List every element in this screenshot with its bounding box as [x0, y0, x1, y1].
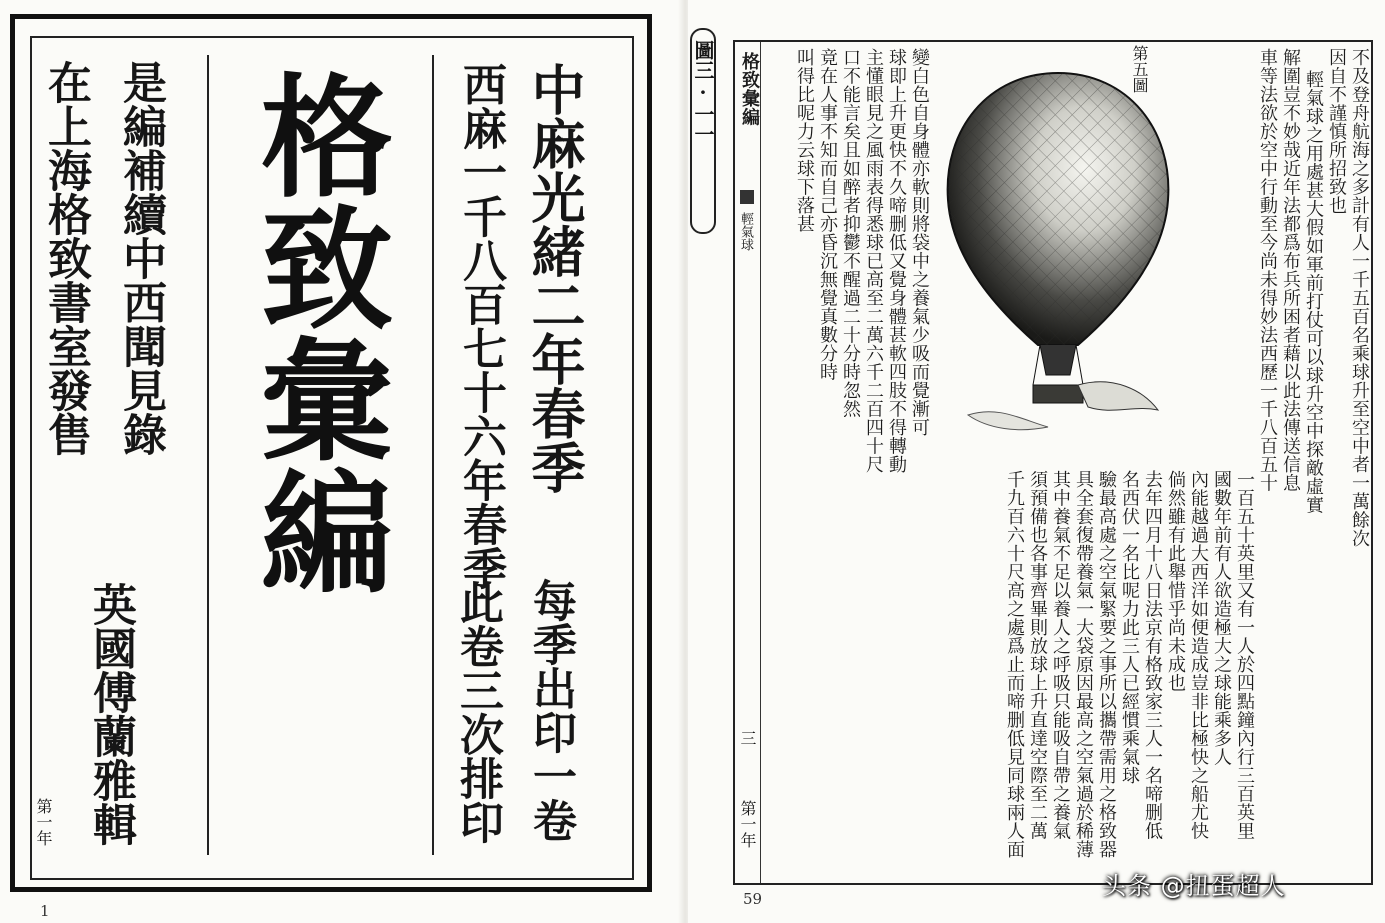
text-column-12: 驗最高處之空氣緊要之事所以攜帶需用之格致器: [1096, 470, 1117, 859]
text-column-1: 不及登舟航海之多計有人一千五百名乘球升至空中者一萬餘次: [1349, 48, 1370, 548]
text-column-4: 解圍豈不妙哉近年法都爲布兵所困者藉以此法傳送信息: [1280, 48, 1301, 492]
text-column-3: 輕氣球之用處甚大假如軍前打仗可以球升空中探敵虛實: [1303, 70, 1324, 514]
text-column-8: 內能越過大西洋如便造成豈非比極快之船尤快: [1188, 470, 1209, 840]
right-page: [688, 0, 1385, 923]
text-column-18: 球即上升更快不久啼删低又覺身體甚軟四肢不得轉動: [886, 48, 907, 474]
text-column-9: 倘然雖有此舉惜乎尚未成也: [1165, 470, 1186, 692]
left-page: [0, 0, 688, 923]
text-column-11: 名西伏一名比呢力此三人已經慣乘氣球: [1119, 470, 1140, 785]
left-rule: [733, 40, 735, 885]
sales-location: 在上海格致書室發售: [40, 60, 91, 456]
text-column-20: 口不能言矣且如醉者抑鬱不醒過二十分時忽然: [840, 48, 861, 418]
text-column-15: 須預備也各事齊畢則放球上升直達空際至二萬: [1027, 470, 1048, 840]
right-rule: [1371, 40, 1373, 885]
text-column-17: 變白色自身體亦軟則將袋中之養氣少吸而覺漸可: [909, 48, 930, 437]
text-column-10: 去年四月十八日法京有格致家三人一名啼删低: [1142, 470, 1163, 840]
column-divider-right: [432, 55, 434, 855]
column-divider-left: [207, 55, 209, 855]
text-column-22: 叫得比呢力云球下落甚: [794, 48, 815, 233]
top-rule: [733, 40, 1373, 42]
hot-air-balloon-illustration: [928, 55, 1188, 445]
text-column-16: 千九百六十尺高之處爲止而啼删低見同球兩人面: [1004, 470, 1025, 859]
text-column-2: 因自不謹慎所招致也: [1326, 48, 1347, 215]
page-number: 59: [743, 890, 763, 908]
chinese-date: 中麻光緒二年春季: [523, 62, 587, 494]
figure-label: 第五圖: [1130, 45, 1149, 93]
description: 是編補續中西聞見錄: [115, 60, 166, 456]
print-runs: 此卷三次排印: [452, 580, 503, 844]
figure-caption: 輕氣球: [738, 212, 753, 251]
footer-label: 第一年: [738, 800, 757, 848]
text-column-7: 國數年前有人欲造極大之球能乘多人: [1211, 470, 1232, 766]
text-column-14: 其中養氣不足以養人之呼吸只能吸自帶之養氣: [1050, 470, 1071, 840]
text-column-13: 具全套復帶養氣一大袋原因最高之空氣過於稀薄: [1073, 470, 1094, 859]
watermark: 头条 @扭蛋超人: [1102, 872, 1286, 900]
issue-frequency: 每季出印一卷: [525, 578, 576, 842]
page-number: 1: [40, 902, 50, 920]
footer-label: 第一年: [34, 798, 53, 846]
text-column-6: 一百五十英里又有一人於四點鐘內行三百英里: [1234, 470, 1255, 840]
running-title: 格致彙編: [739, 52, 760, 126]
text-column-19: 主懂眼見之風雨表得悉球已高至二萬六千二百四十尺: [863, 48, 884, 474]
figure-tab: 圖三·一一: [691, 40, 715, 144]
running-title-mark: [740, 190, 754, 204]
balloon-figure: [928, 55, 1188, 445]
text-column-21: 竟在人事不知而自己亦昏沉無覺真數分時: [817, 48, 838, 381]
editor: 英國傅蘭雅輯: [85, 582, 136, 846]
page-title: 格致彙編: [238, 68, 393, 596]
title-rule: [760, 42, 761, 883]
folio: 三: [738, 730, 757, 746]
western-date: 西麻一千八百七十六年春季: [455, 62, 506, 590]
text-column-5: 車等法欲於空中行動至今尚未得妙法西歷一千八百五十: [1257, 48, 1278, 492]
